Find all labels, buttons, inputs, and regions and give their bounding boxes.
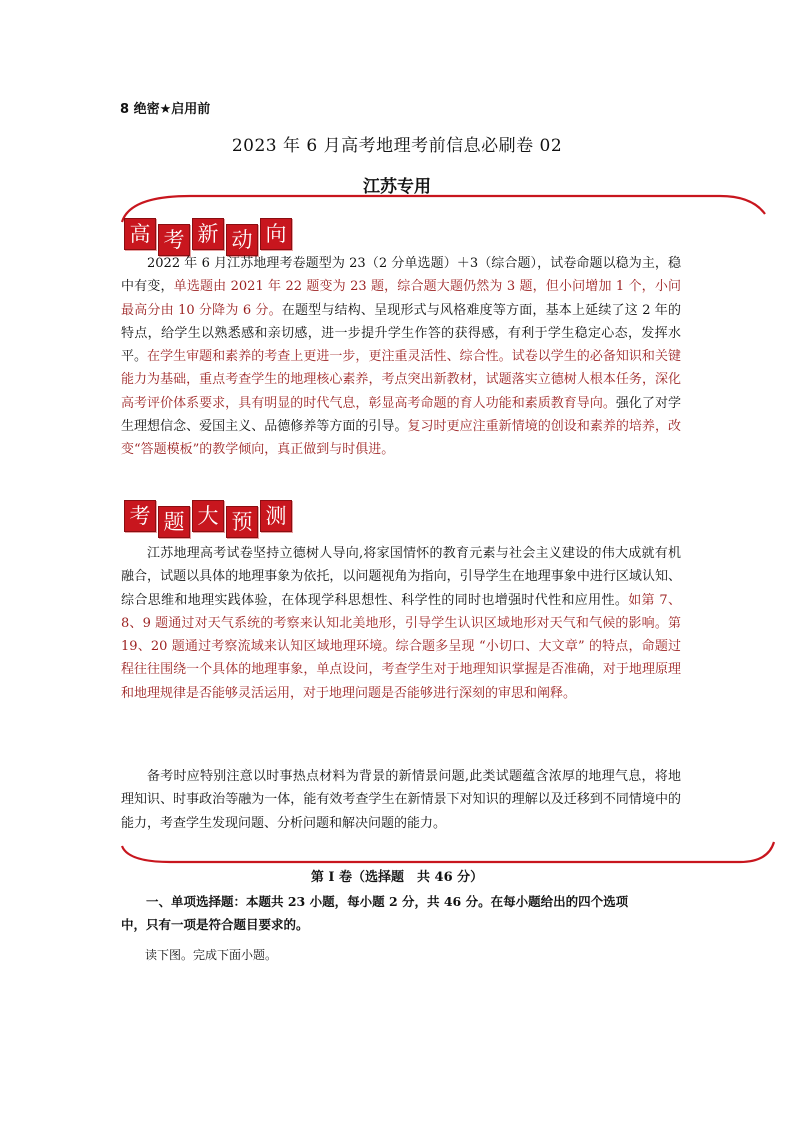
question-instructions: 一、单项选择题：本题共 23 小题，每小题 2 分，共 46 分。在每小题给出的四个选项中，只有一项是符合题目要求的。: [121, 894, 629, 932]
banner-char: 新: [192, 218, 224, 250]
prediction-text: 江苏地理高考试卷坚持立德树人导向,将家国情怀的教育元素与社会主义建设的伟大成就有机融合，试题以具体的地理事象为依托，以问题视角为指向，引导学生在地理事象中进行区域认知、综合思维和地理实践体验，在体现学科思想性、科学性的同时也增强时代性和应用性。: [121, 546, 681, 608]
prediction-highlight: 如第 7、8、9 题通过对天气系统的考察来认知北美地形，引导学生认识区域地形对天气和气候的影响。第 19、20 题通过考察流域来认知区域地理环境。综合题多呈现 “小切口、大文章” 的特点，命题过程往往围绕一个具体的地理事象，单点设问，考查学生对于地理知识掌握是否准确，对于地理原理和地理规律是否能够灵活运用，对于地理问题是否能够进行深刻的审思和阐释。: [121, 592, 681, 701]
trends-paragraph: [121, 252, 681, 462]
trends-text: 在题型与结构、呈现形式与风格难度等方面，基本上延续了这 2 年的特点，给学生以熟悉感和亲切感，进一步提升学生作答的获得感，有利于学生稳定心态，发挥水平。: [121, 302, 681, 365]
page-title: 2023 年 6 月高考地理考前信息必刷卷 02: [231, 136, 563, 156]
trends-highlight: 复习时更应注重新情境的创设和素养的培养，改变“答题模板”的教学倾向，真正做到与时俱进。: [121, 419, 681, 458]
confidential-label: 8 绝密★启用前: [120, 102, 211, 117]
section-title: 第 I 卷（选择题 共 46 分）: [310, 870, 484, 885]
prediction-text: 备考时应特别注意以时事热点材料为背景的新情景问题,此类试题蕴含浓厚的地理气息，将地理知识、时事政治等融为一体，能有效考查学生在新情景下对知识的理解以及迁移到不同情境中的能力，考查学生发现问题、分析问题和解决问题的能力。: [121, 769, 681, 831]
question-prompt: 读下图。完成下面小题。: [145, 948, 278, 962]
prediction-paragraph-2: [121, 765, 681, 835]
banner-char: 高: [124, 218, 156, 250]
banner-char: 题: [158, 506, 190, 538]
banner-exam-prediction: [124, 500, 292, 532]
banner-char: 考: [158, 224, 190, 256]
banner-char: 动: [226, 224, 258, 256]
trends-text: 强化了对学生理想信念、爱国主义、品德修养等方面的引导。: [121, 395, 681, 435]
prediction-paragraph-1: [121, 542, 681, 705]
trends-highlight: 在学生审题和素养的考查上更进一步，更注重灵活性、综合性。试卷以学生的必备知识和关键能力为基础，重点考查学生的地理核心素养，考点突出新教材，试题落实立德树人根本任务，深化高考评价体系要求，具有明显的时代气息，彰显高考命题的育人功能和素质教育导向。: [121, 349, 681, 411]
trends-highlight: 单选题由 2021 年 22 题变为 23 题，综合题大题仍然为 3 题，但小问增加 1 个，小问最高分由 10 分降为 6 分。: [121, 279, 681, 318]
banner-char: 考: [124, 500, 156, 532]
banner-char: 大: [192, 500, 224, 532]
banner-char: 测: [260, 500, 292, 532]
banner-exam-trends: [124, 218, 292, 250]
trends-text: 2022 年 6 月江苏地理考卷题型为 23（2 分单选题）＋3（综合题），试卷命题以稳为主，稳中有变，: [121, 256, 681, 295]
banner-char: 向: [260, 218, 292, 250]
page-subtitle: 江苏专用: [363, 177, 431, 197]
banner-char: 预: [226, 506, 258, 538]
